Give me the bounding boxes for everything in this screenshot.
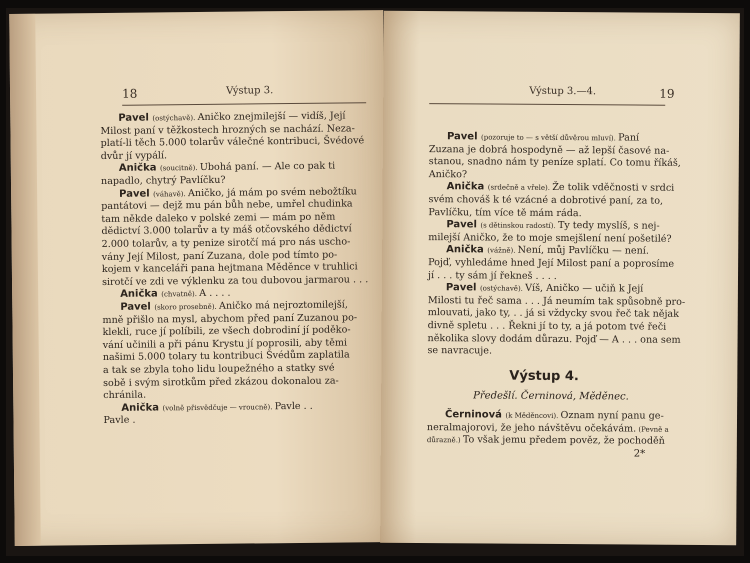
page-number: 18 bbox=[121, 86, 138, 101]
left-page bbox=[9, 10, 389, 546]
line-text: stanou, snadno nám ty peníze splatí. Co tomu říkáš, bbox=[428, 156, 681, 170]
dialogue-line bbox=[119, 161, 335, 175]
stage-direction: (soucitně). bbox=[159, 164, 200, 173]
dialogue-line bbox=[445, 409, 664, 423]
line-text: milejší Aničko, že to moje smejšlení není pošetilé? bbox=[428, 231, 672, 245]
stage-direction: (ostýchavě). bbox=[152, 114, 198, 123]
text-line bbox=[429, 156, 681, 170]
line-text: klekli, ruce jí políbili, ze všech dobrodiní jí poděko- bbox=[102, 324, 351, 339]
dialogue-line bbox=[446, 219, 659, 233]
scene-cast: Předešlí. Černinová, Měděnec. bbox=[473, 390, 629, 403]
line-text: dvůr jí vypálí. bbox=[100, 150, 168, 162]
line-text: platí-li těch 5.000 tolarův válečné kontribuci, Švédové bbox=[100, 135, 365, 150]
text-line bbox=[101, 175, 226, 189]
line-text: tam někde daleko v polské zemi — mám po něm bbox=[101, 211, 336, 225]
line-text: Zuzana je dobrá hospodyně — až lepší časové na- bbox=[428, 143, 670, 157]
text-line bbox=[101, 135, 365, 150]
line-text: Pojď, vyhledáme hned Její Milost paní a poprosíme bbox=[428, 257, 675, 270]
speaker-name: Pavel bbox=[445, 282, 480, 294]
speaker-name: Pavel bbox=[118, 112, 153, 124]
line-text: kojem v kanceláři pana hejtmana Měděnce v truhlici bbox=[101, 261, 358, 276]
line-text: Že tolik vděčnosti v srdci bbox=[552, 182, 675, 195]
page-edge bbox=[9, 14, 41, 546]
text-line bbox=[427, 345, 492, 358]
dialogue-line bbox=[446, 245, 649, 259]
line-text: a tak se zbyla toho lidu loupežného a statky své bbox=[102, 362, 335, 377]
speaker-name: Pavel bbox=[446, 219, 481, 231]
text-line bbox=[103, 415, 135, 428]
dialogue-line bbox=[447, 182, 675, 196]
line-text: vání učinili a při pánu Krystu jí poprosili, aby těmi bbox=[102, 337, 348, 351]
line-text: Milost paní v těžkostech hrozných se nachází. Neza- bbox=[100, 122, 355, 137]
line-text: se navracuje. bbox=[427, 345, 493, 357]
line-text: mlouvati, jako ty, . . já si vždycky svou řeč tak nějak bbox=[427, 307, 680, 321]
signature-mark: 2* bbox=[633, 448, 646, 460]
line-text: A . . . . bbox=[199, 288, 231, 300]
speaker-name: Černinová bbox=[445, 409, 506, 421]
text-line bbox=[428, 307, 679, 321]
line-text: Ubohá paní. — Ale co pak ti bbox=[199, 160, 336, 174]
line-text: neralmajorovi, že jeho návštěvu očekávám. bbox=[426, 421, 637, 435]
stage-direction: (skoro prosebně). bbox=[154, 302, 220, 312]
page-number: 19 bbox=[659, 86, 675, 101]
line-text: pantátovi — dejž mu pán bůh nebe, umřel chudinka bbox=[101, 198, 353, 213]
line-text: Aničko znejmilejší — vidíš, Její bbox=[197, 110, 346, 124]
stage-direction: (s dětinskou radostí). bbox=[480, 221, 558, 231]
speaker-name: Anička bbox=[118, 162, 161, 175]
dialogue-line bbox=[447, 131, 639, 145]
line-text: vány Její Milost, paní Zuzana, dole pod tímto po- bbox=[101, 249, 338, 263]
text-line bbox=[101, 150, 167, 163]
line-text: našimi 5.000 tolary tu kontribuci Švédům zaplatila bbox=[102, 349, 350, 364]
text-line bbox=[428, 207, 581, 220]
text-line bbox=[428, 194, 663, 208]
stage-direction: (ostýchavě). bbox=[479, 284, 526, 293]
stage-direction: (vážně). bbox=[487, 246, 518, 256]
dialogue-line bbox=[121, 401, 313, 415]
stage-direction: (Pevně a bbox=[636, 425, 669, 434]
line-text: Aničko, já mám po svém nebožtíku bbox=[187, 185, 357, 199]
text-line bbox=[429, 144, 670, 158]
speaker-name: Anička bbox=[121, 402, 163, 414]
line-text: Paní bbox=[618, 132, 640, 144]
speaker-name: Anička bbox=[446, 244, 488, 256]
speaker-name: Pavel bbox=[120, 301, 155, 313]
line-text: divně spletu . . . Řekni jí to ty, a já potom tvé řeči bbox=[427, 320, 667, 333]
running-head: Výstup 3.—4. bbox=[529, 85, 597, 98]
line-text: mně přišlo na mysl, abychom před paní Zuzanou po- bbox=[102, 311, 358, 326]
speaker-name: Anička bbox=[446, 181, 488, 193]
text-line bbox=[428, 320, 667, 334]
running-head: Výstup 3. bbox=[225, 85, 274, 97]
text-line bbox=[429, 169, 467, 181]
line-text: Pavle . bbox=[103, 415, 136, 427]
line-text: chránila. bbox=[103, 389, 147, 402]
right-page bbox=[380, 11, 740, 545]
line-text: dědictví 3.000 tolarův a ty máš otčovského dědictví bbox=[101, 223, 352, 238]
line-text: To však jemu předem pověz, že pochoděň bbox=[462, 434, 665, 447]
line-text: Ty tedy myslíš, s nej- bbox=[557, 220, 660, 232]
line-text: Pavle . . bbox=[274, 400, 313, 413]
line-text: napadlo, chytrý Pavlíčku? bbox=[100, 174, 226, 188]
line-text: Není, můj Pavlíčku — není. bbox=[517, 245, 649, 258]
text-line bbox=[102, 274, 368, 289]
text-line bbox=[428, 257, 674, 271]
text-line bbox=[428, 270, 557, 283]
line-text: Aničko má nejroztomilejší, bbox=[218, 299, 348, 312]
line-text: Víš, Aničko — učiň k Její bbox=[525, 282, 644, 295]
header-rule bbox=[429, 103, 665, 106]
speaker-name: Pavel bbox=[119, 188, 154, 200]
dialogue-line bbox=[120, 288, 230, 301]
header-rule bbox=[122, 102, 366, 106]
speaker-name: Pavel bbox=[446, 131, 482, 143]
stage-direction: (chvatně). bbox=[161, 290, 200, 299]
text-line bbox=[427, 422, 669, 436]
line-text: 2.000 tolarův, a ty penize sirotčí má pro nás uscho- bbox=[101, 236, 351, 251]
stage-direction: (srdečně a vřele). bbox=[487, 183, 553, 193]
speaker-name: Anička bbox=[120, 288, 162, 301]
text-line bbox=[103, 390, 146, 403]
dialogue-line bbox=[446, 282, 643, 296]
stage-direction: (váhavě). bbox=[153, 189, 189, 199]
line-text: Oznam nyní panu ge- bbox=[560, 410, 664, 422]
stage-direction: (volně přisvědčuje — vroucně). bbox=[162, 403, 275, 413]
line-text: Aničko? bbox=[428, 168, 468, 181]
text-line bbox=[427, 434, 665, 448]
stage-direction: (pozoruje to — s větší důvěrou mluví). bbox=[480, 133, 619, 143]
text-line bbox=[103, 375, 339, 390]
stage-direction: (k Měděncovi). bbox=[505, 411, 561, 421]
scene-title: Výstup 4. bbox=[509, 368, 579, 385]
line-text: Pavlíčku, tím více tě mám ráda. bbox=[428, 206, 582, 219]
open-book bbox=[6, 8, 744, 556]
stage-direction: důrazně.) bbox=[426, 436, 463, 445]
line-text: několika slovy dodám důrazu. Pojď — A . . . ona sem bbox=[427, 332, 681, 346]
line-text: jí . . . ty sám jí řekneš . . . . bbox=[427, 269, 557, 282]
line-text: svém chováš k té vzácné a dobrotivé paní, za to, bbox=[428, 194, 664, 207]
line-text: Milosti tu řeč sama . . . Já neumím tak spůsobně pro- bbox=[427, 294, 686, 308]
line-text: sirotčí ve zdi ve výklenku za tou dubovou jarmarou . . . bbox=[101, 274, 369, 288]
line-text: sobě i svým sirotkům před zkázou dokonalou za- bbox=[103, 375, 339, 389]
